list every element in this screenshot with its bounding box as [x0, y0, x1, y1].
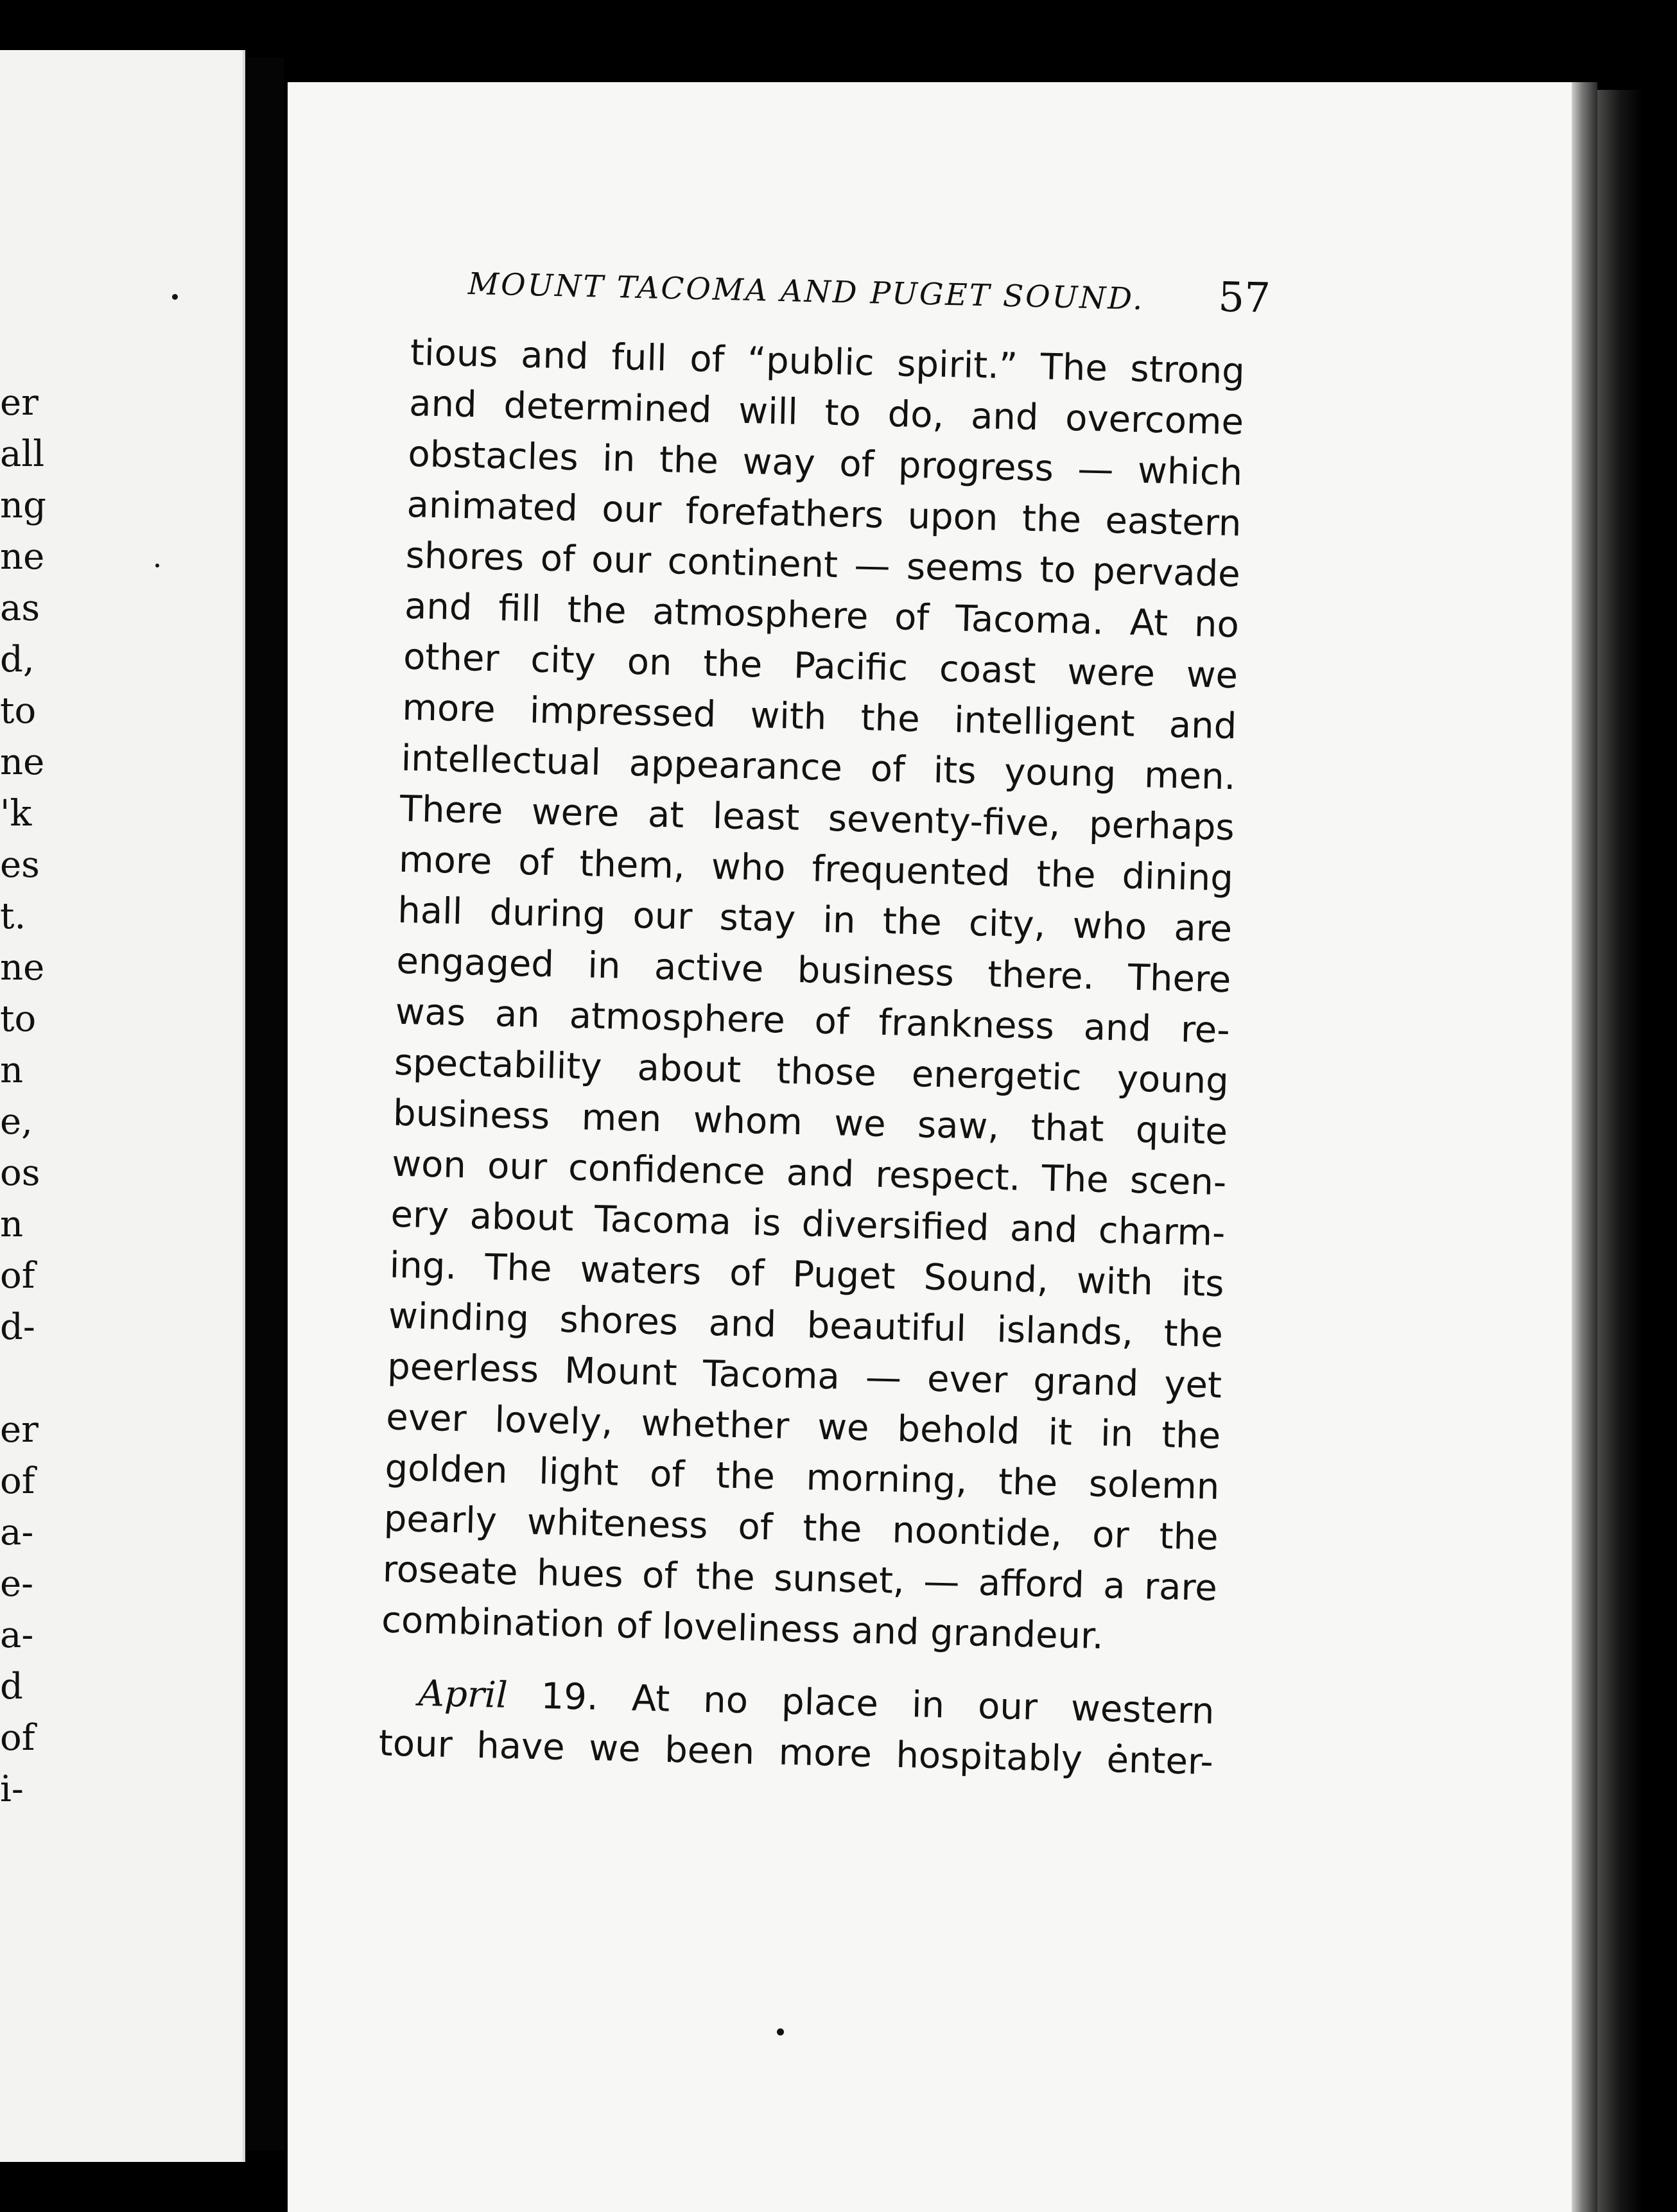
text-line: was an atmosphere of frankness and re-: [395, 990, 1231, 1052]
text-line: intellectual appearance of its young men.: [401, 737, 1237, 799]
text-line: combination of loveliness and grandeur.: [381, 1599, 1104, 1657]
left-fragment: d: [0, 1666, 23, 1707]
left-fragment: to: [0, 690, 37, 732]
left-fragment: n: [0, 1204, 24, 1245]
text-line: tious and full of “public spirit.” The strong: [410, 331, 1246, 393]
ink-speck: [155, 564, 159, 567]
left-fragment: d,: [0, 639, 35, 680]
left-fragment: d-: [0, 1306, 35, 1348]
left-fragment: a-: [0, 1614, 34, 1656]
text-line: pearly whiteness of the noontide, or the: [383, 1498, 1219, 1559]
left-fragment: to: [0, 998, 37, 1040]
left-fragment: of: [0, 1717, 35, 1759]
left-fragment: ne: [0, 741, 45, 783]
running-title: MOUNT TACOMA AND PUGET SOUND.: [467, 266, 1145, 317]
left-fragment: os: [0, 1152, 40, 1194]
text-line: winding shores and beautiful islands, the: [388, 1295, 1224, 1356]
text-line: ing. The waters of Puget Sound, with its: [389, 1244, 1225, 1306]
text-line: spectability about those energetic young: [394, 1041, 1230, 1103]
text-line: shores of our continent — seems to pervade: [405, 534, 1241, 596]
left-fragment: n: [0, 1050, 24, 1091]
text-line: obstacles in the way of progress — which: [407, 433, 1243, 494]
page-number: 57: [1217, 273, 1271, 323]
left-fragment: of: [0, 1460, 35, 1502]
text-line: roseate hues of the sunset, — afford a rare: [382, 1548, 1218, 1609]
text-line: peerless Mount Tacoma — ever grand yet: [387, 1345, 1222, 1407]
left-fragment: es: [0, 844, 40, 886]
left-fragment: er: [0, 1409, 39, 1451]
left-fragment-gap: [0, 1353, 90, 1404]
left-fragment: t.: [0, 895, 26, 937]
text-line: won our confidence and respect. The scen-: [391, 1143, 1227, 1204]
left-fragment: e-: [0, 1563, 34, 1605]
left-fragment: as: [0, 587, 40, 629]
text-line: business men whom we saw, that quite: [392, 1092, 1228, 1154]
text-line: other city on the Pacific coast were we: [403, 635, 1238, 697]
diary-date: April: [417, 1672, 508, 1716]
ink-speck: [777, 2028, 784, 2035]
left-fragment: ng: [0, 485, 46, 526]
text-line: ever lovely, whether we behold it in the: [385, 1396, 1221, 1458]
body-text: [378, 327, 1246, 1788]
text-line-rest: At no place in our western: [631, 1677, 1215, 1732]
text-line: tour have we been more hospitably enter-: [378, 1722, 1214, 1783]
text-line: ery about Tacoma is diversified and charm-: [390, 1193, 1226, 1255]
page-edge: [1572, 82, 1597, 2212]
text-line: hall during our stay in the city, who are: [397, 889, 1233, 951]
left-fragment: 'k: [0, 793, 32, 834]
left-fragment: i-: [0, 1768, 24, 1810]
left-fragment: ne: [0, 947, 45, 989]
text-line: There were at least seventy-five, perhaps: [399, 788, 1235, 849]
left-fragment: e,: [0, 1101, 33, 1143]
left-fragment: ne: [0, 536, 45, 578]
text-line: animated our forefathers upon the eastern: [406, 483, 1242, 545]
left-fragment: a-: [0, 1512, 34, 1553]
left-fragment: of: [0, 1255, 35, 1297]
text-line: more impressed with the intelligent and: [401, 686, 1237, 748]
text-line: engaged in active business there. There: [395, 940, 1231, 1001]
book-gutter: [245, 58, 284, 2150]
text-line: golden light of the morning, the solemn: [384, 1447, 1221, 1508]
text-line: more of them, who frequented the dining: [398, 838, 1234, 900]
left-fragment: all: [0, 433, 45, 475]
diary-day: 19.: [540, 1675, 599, 1719]
text-line: and fill the atmosphere of Tacoma. At no: [404, 585, 1240, 646]
left-facing-page: [0, 50, 245, 2162]
left-fragment: er: [0, 382, 39, 424]
page-block-edge: [1597, 90, 1642, 2212]
ink-speck: [172, 294, 178, 300]
text-line: and determined will to do, and overcome: [408, 382, 1244, 444]
left-page-text-fragments: [0, 377, 90, 1815]
